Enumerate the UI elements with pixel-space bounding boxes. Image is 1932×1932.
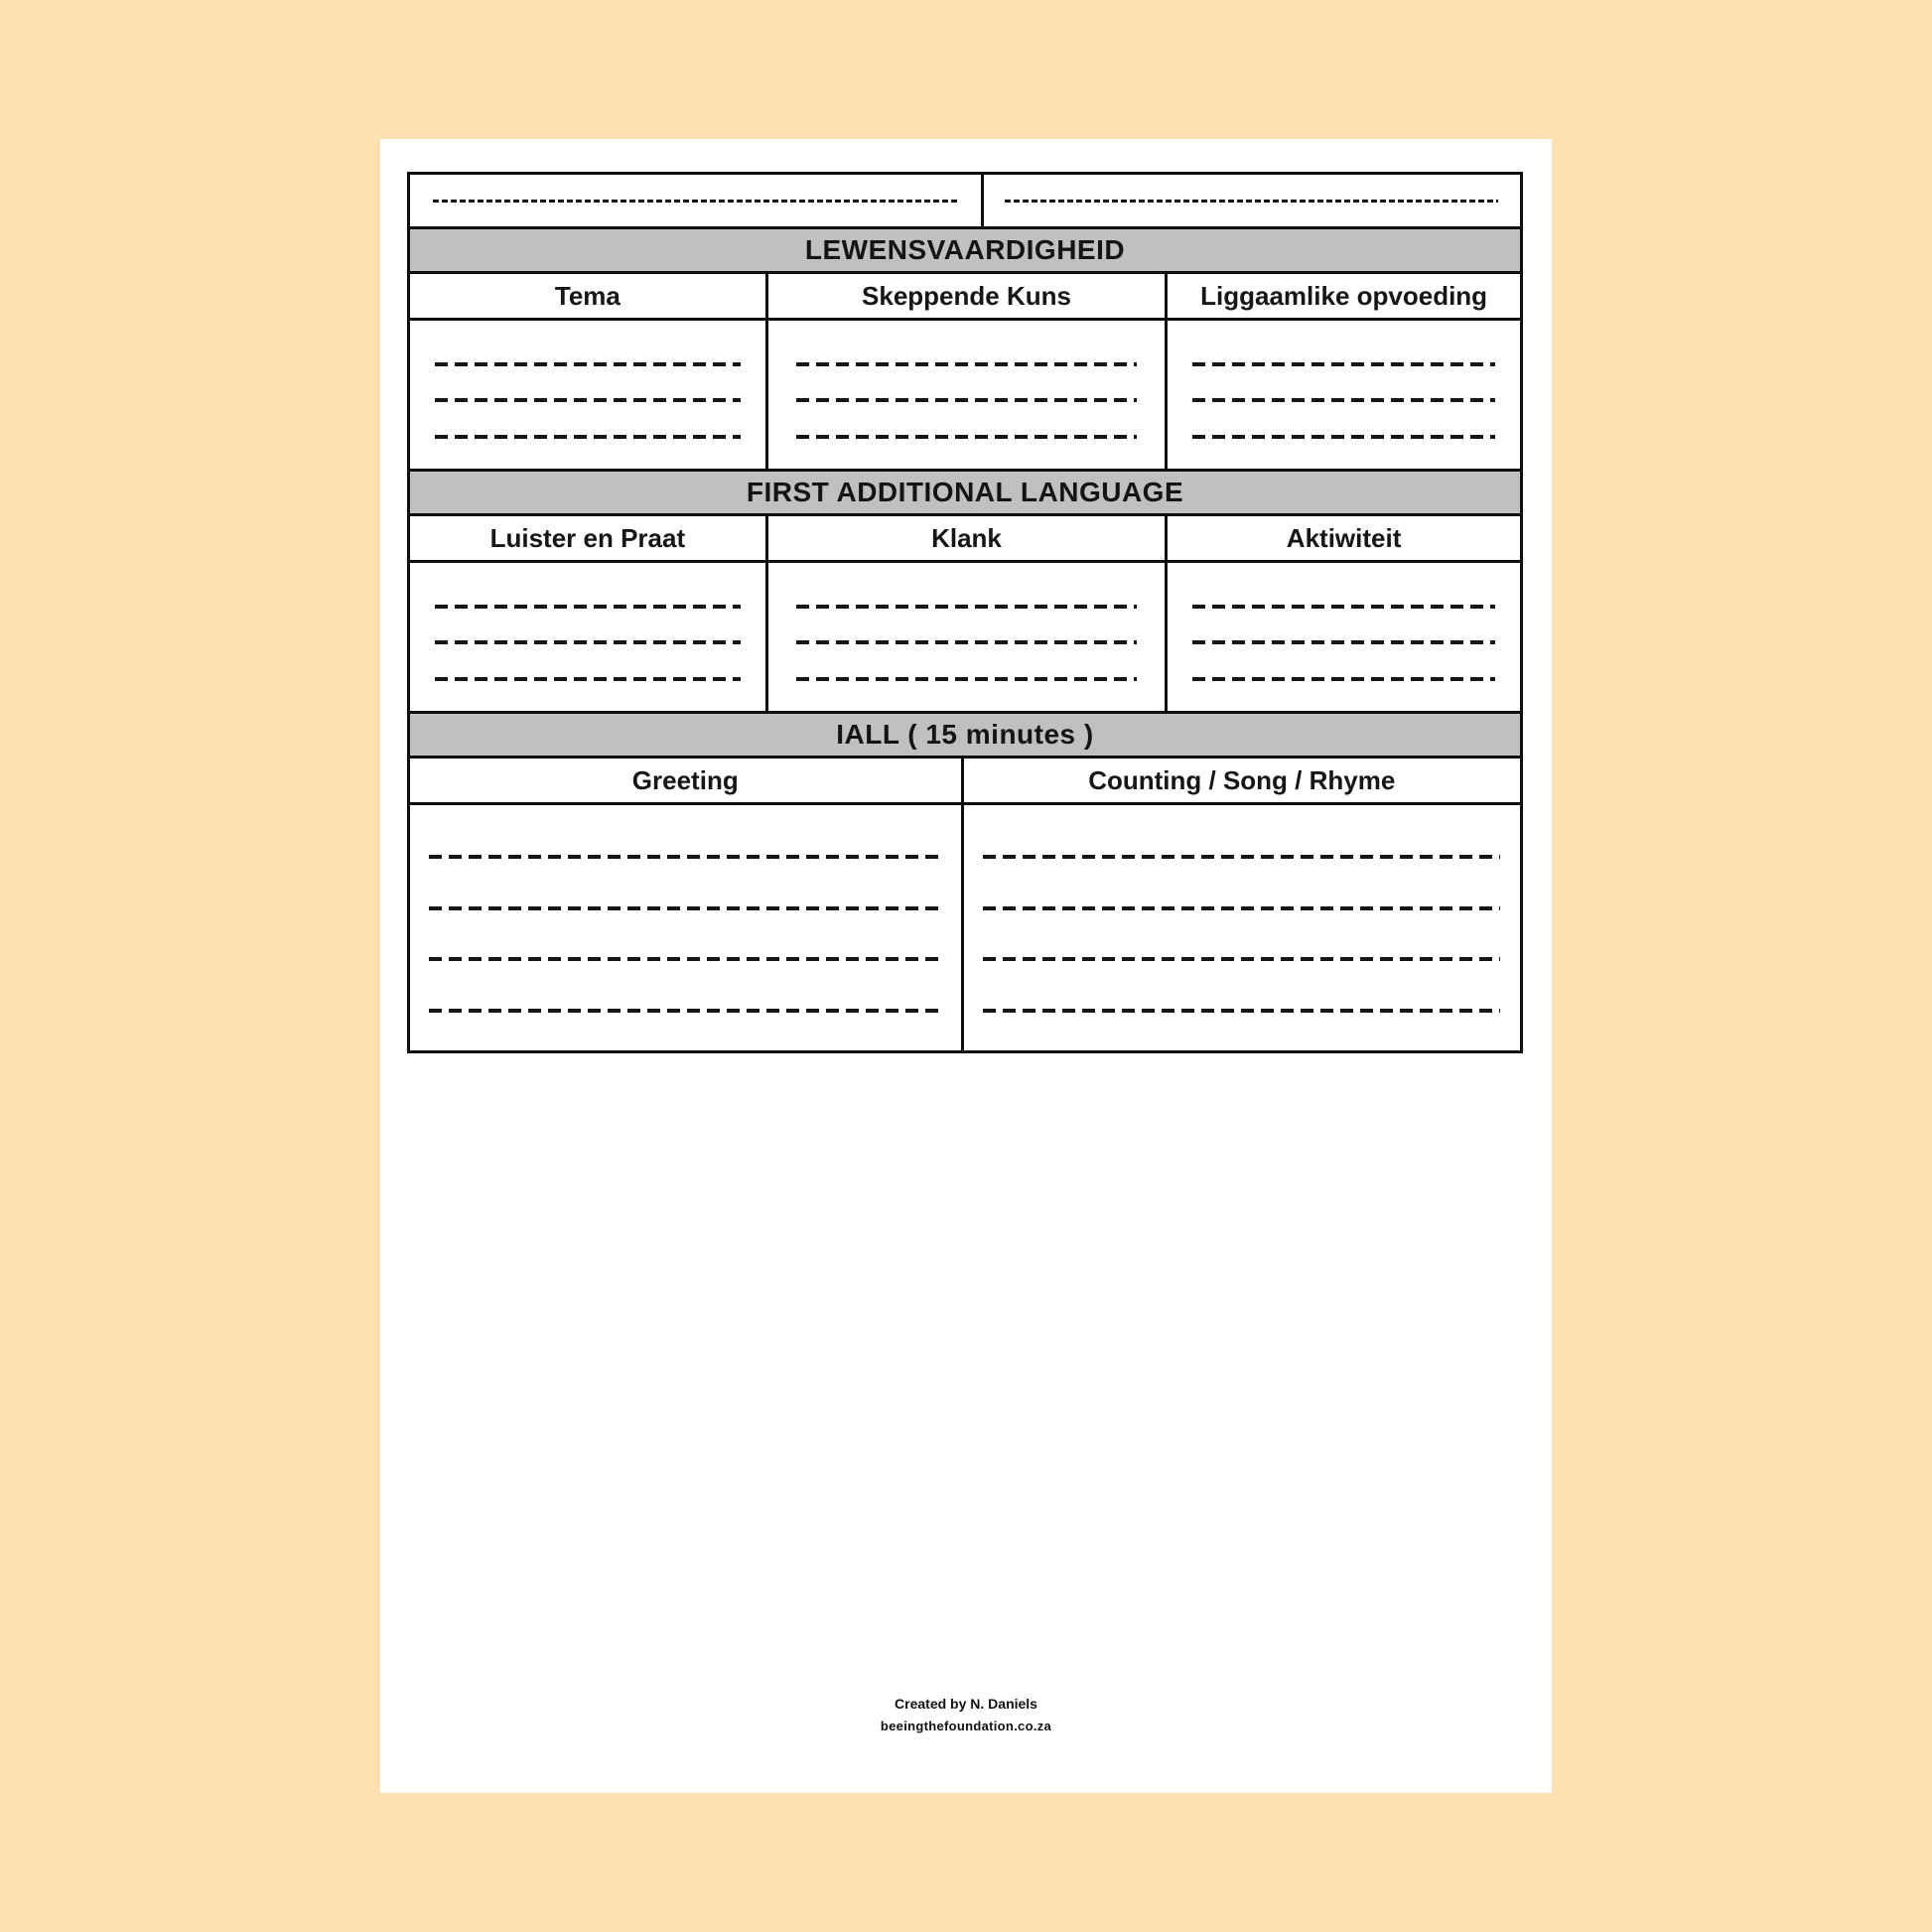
dashed-writing-line	[1192, 640, 1495, 644]
dashed-writing-line	[429, 1009, 941, 1013]
dashed-writing-line	[429, 957, 941, 961]
writing-cell-skeppende-kuns	[765, 321, 1165, 469]
dashed-writing-line	[433, 200, 958, 203]
dashed-writing-line	[435, 677, 741, 681]
dashed-writing-line	[435, 640, 741, 644]
column-header-tema: Tema	[554, 280, 621, 311]
dashed-writing-line	[1192, 435, 1495, 439]
dashed-writing-line	[435, 398, 741, 402]
footer-website: beeingthefoundation.co.za	[880, 1719, 1052, 1733]
lesson-plan-table	[407, 172, 1523, 1053]
dashed-writing-line	[429, 855, 941, 859]
lewensvaardigheid-column-headers	[410, 271, 1520, 318]
section-header-iall	[410, 711, 1520, 756]
dashed-writing-line	[796, 605, 1138, 609]
dashed-writing-line	[983, 855, 1500, 859]
column-header-skeppende-kuns: Skeppende Kuns	[765, 274, 1165, 318]
dashed-writing-line	[1192, 605, 1495, 609]
writing-cell-aktiwiteit	[1165, 563, 1520, 711]
dashed-writing-line	[1192, 677, 1495, 681]
dashed-writing-line	[796, 640, 1138, 644]
dashed-writing-line	[983, 1009, 1500, 1013]
dashed-writing-line	[1192, 398, 1495, 402]
section-header-lewensvaardigheid	[410, 226, 1520, 271]
section-title: IALL ( 15 minutes )	[836, 719, 1094, 750]
dashed-writing-line	[983, 906, 1500, 910]
fal-body-row	[410, 560, 1520, 711]
dashed-writing-line	[1192, 362, 1495, 366]
fill-in-cell-right	[981, 175, 1520, 226]
dashed-writing-line	[796, 677, 1138, 681]
dashed-writing-line	[429, 906, 941, 910]
iall-column-headers	[410, 756, 1520, 802]
lewensvaardigheid-body-row	[410, 318, 1520, 469]
section-title: FIRST ADDITIONAL LANGUAGE	[746, 477, 1184, 507]
dashed-writing-line	[796, 435, 1138, 439]
column-header-liggaamlike-opvoeding: Liggaamlike opvoeding	[1165, 274, 1520, 318]
fal-column-headers	[410, 513, 1520, 560]
document-page	[380, 139, 1552, 1793]
dashed-writing-line	[796, 398, 1138, 402]
dashed-writing-line	[435, 362, 741, 366]
fill-in-cell-left	[410, 175, 981, 226]
dashed-writing-line	[796, 362, 1138, 366]
column-header-luister-en-praat: Luister en Praat	[489, 522, 686, 553]
writing-cell-greeting	[410, 805, 961, 1050]
writing-cell-klank	[765, 563, 1165, 711]
page-footer	[380, 1696, 1552, 1733]
writing-cell-tema	[410, 321, 765, 469]
section-title: LEWENSVAARDIGHEID	[804, 234, 1126, 265]
writing-cell-counting-song-rhyme	[961, 805, 1520, 1050]
column-header-counting-song-rhyme: Counting / Song / Rhyme	[961, 759, 1520, 802]
column-header-greeting: Greeting	[631, 764, 739, 795]
writing-cell-luister-en-praat	[410, 563, 765, 711]
top-fill-in-row	[410, 175, 1520, 226]
iall-body-row	[410, 802, 1520, 1050]
section-header-first-additional-language	[410, 469, 1520, 513]
column-header-klank: Klank	[765, 516, 1165, 560]
dashed-writing-line	[435, 605, 741, 609]
footer-credit: Created by N. Daniels	[895, 1696, 1037, 1712]
writing-cell-liggaamlike-opvoeding	[1165, 321, 1520, 469]
dashed-writing-line	[1005, 200, 1498, 203]
dashed-writing-line	[435, 435, 741, 439]
dashed-writing-line	[983, 957, 1500, 961]
column-header-aktiwiteit: Aktiwiteit	[1165, 516, 1520, 560]
